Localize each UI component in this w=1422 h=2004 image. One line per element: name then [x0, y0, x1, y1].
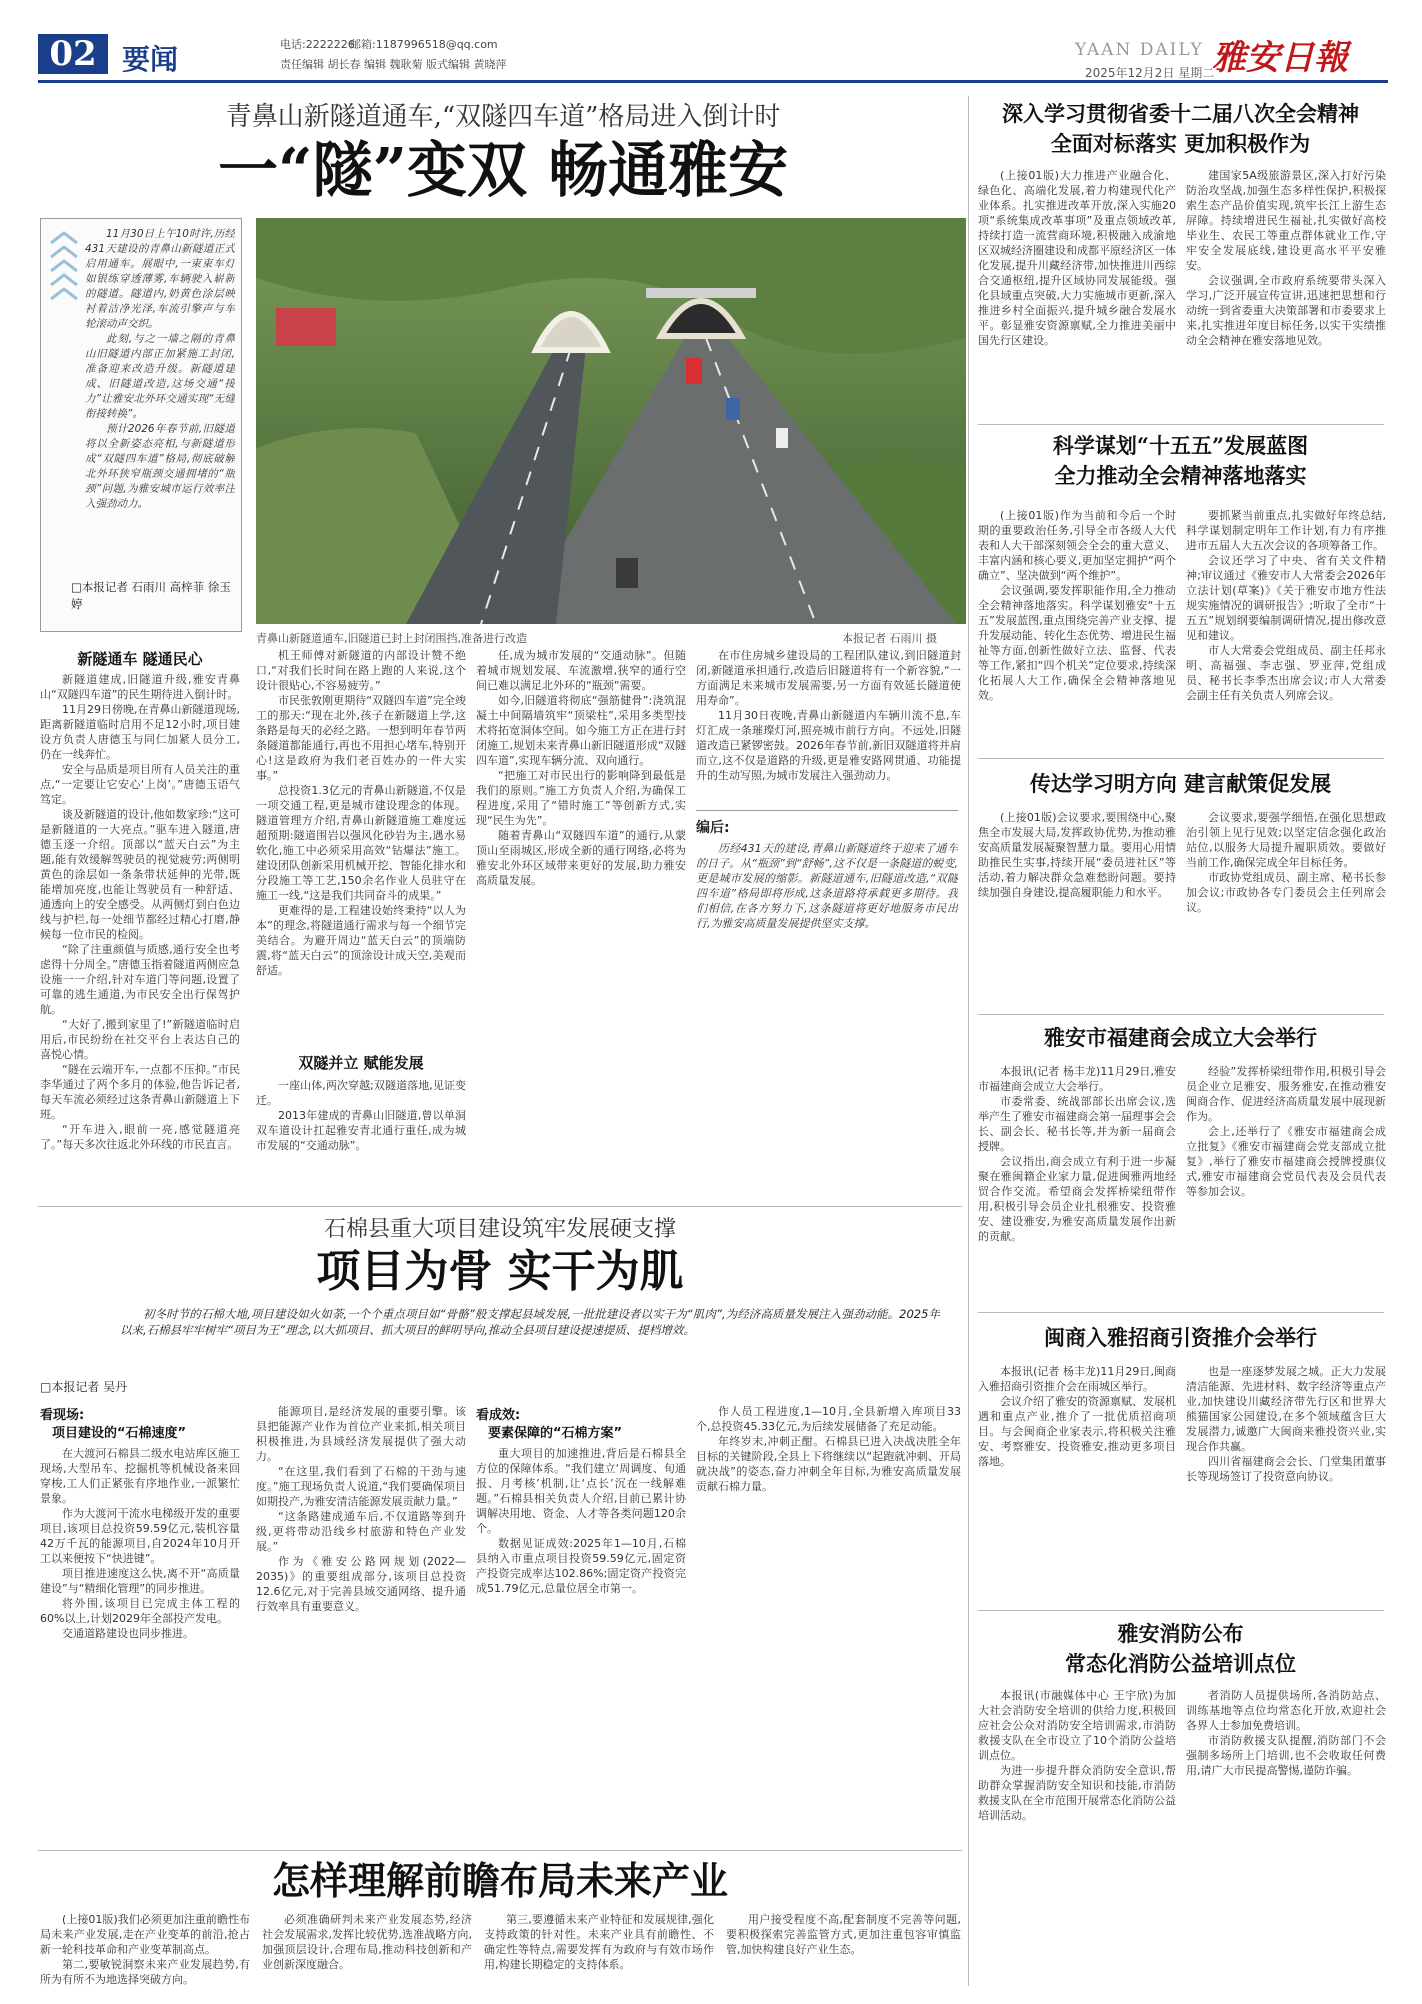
shimian-byline: □本报记者 吴丹: [40, 1380, 128, 1394]
paragraph: 本报讯(记者 杨丰龙)11月29日,闽商入雅招商引资推介会在雨城区举行。: [978, 1365, 1176, 1393]
editor-note-box: [696, 810, 958, 1007]
fujian-col-2: [1186, 1064, 1386, 1304]
paragraph: 能源项目,是经济发展的重要引擎。该县把能源产业作为首位产业来抓,相关项目积极推进,为县域经济发展提供了强大动力。: [256, 1405, 466, 1463]
paragraph: 会议指出,商会成立有利于进一步凝聚在雅闽籍企业家力量,促进闽雅两地经贸合作交流。希望商会发挥桥梁纽带作用,积极引导会员企业扎根雅安、投资雅安、建设雅安,为雅安高质量发展作出新的贡献。: [978, 1155, 1176, 1243]
shimian-section2-title: 看成效:: [476, 1408, 521, 1423]
tunnel-lead-paragraph: 11月30日上午10时许,历经431天建设的青鼻山新隧道正式启用通车。展眼中,一束束车灯如银练穿透薄雾,车辆驶入崭新的隧道。隧道内,奶黄色涂层映衬着洁净光泽,车流引擎声与车轮滚动声交织。: [85, 228, 235, 330]
tunnel-photo-illustration: [256, 218, 966, 624]
paragraph: 第二,要敏锐洞察未来产业发展趋势,有所为有所不为地选择突破方向。: [40, 1958, 250, 1986]
paragraph: 安全与品质是项目所有人员关注的重点,“一定要让它安心‘上岗’。”唐德玉语气笃定。: [40, 763, 240, 806]
advice-headline: 传达学习明方向 建言献策促发展: [1029, 771, 1332, 796]
tunnel-lead-box: [40, 218, 242, 632]
fire-col-2: [1186, 1688, 1386, 1988]
plenum-col-2: [1186, 168, 1386, 418]
shimian-headline: 项目为骨 实干为肌: [316, 1246, 684, 1297]
paragraph: 总投资1.3亿元的青鼻山新隧道,不仅是一项交通工程,更是城市建设理念的体现。隧道管理方介绍,青鼻山新隧道施工难度远超预期:隧道围岩以强风化砂岩为主,遇水易软化,施工中必须采用高效“钻爆法”施工。建设团队创新采用机械开挖、智能化排水和分段施工等工艺,150余名作业人员驻守在施工一线,“这是我们共同奋斗的成果。”: [256, 784, 466, 902]
paragraph: 市委常委、统战部部长出席会议,选举产生了雅安市福建商会第一届理事会会长、副会长、秘书长等,并为新一届商会授牌。: [978, 1095, 1176, 1153]
paragraph: 机王师傅对新隧道的内部设计赞不绝口,“对我们长时间在路上跑的人来说,这个设计很贴心,不容易疲劳。”: [256, 649, 466, 692]
plenum-headline-1: 深入学习贯彻省委十二届八次全会精神: [1002, 101, 1359, 126]
editor-note-text: 历经431天的建设,青鼻山新隧道终于迎来了通车的日子。从“瓶颈”到“舒畅”,这不仅是一条隧道的蜕变,更是城市发展的缩影。新隧道通车,旧隧道改造,“双隧四车道”格局即将形成,这条道路将承载更多期待。我们相信,在各方努力下,这条隧道将更好地服务市民出行,为雅安高质量发展提供坚实支撑。: [696, 842, 958, 930]
contact-phone: 电话:2222226: [280, 38, 355, 51]
shimian-col-2: [256, 1404, 466, 1842]
tunnel-byline: □本报记者 石雨川 高梓菲 徐玉婷: [71, 580, 231, 611]
paragraph: (上接01版)会议要求,要围绕中心,聚焦全市发展大局,发挥政协优势,为推动雅安高质量发展凝聚智慧力量。要用心用情助推民生实事,持续开展“委员进社区”等活动,着力解决群众急难愁盼问题。要持续加强自身建设,提高履职能力和水平。: [978, 811, 1176, 899]
section-rule: [38, 1850, 962, 1851]
paragraph: 重大项目的加速推进,背后是石棉县全方位的保障体系。“我们建立‘周调度、旬通报、月考核’机制,让‘点长’沉在一线解难题。”石棉县相关负责人介绍,目前已累计协调解决用地、资金、人才等各类问题120余个。: [476, 1447, 686, 1535]
paragraph: 在市住房城乡建设局的工程团队建议,到旧隧道封闭,新隧道承担通行,改造后旧隧道将有一个新容貌,“一方面满足未来城市发展需要,另一方面有效延长隧道使用寿命”。: [696, 649, 961, 707]
paper-name-en: YAAN DAILY: [1075, 40, 1204, 60]
paragraph: 如今,旧隧道将彻底“强筋健骨”:浇筑混凝土中间隔墙筑牢“顶梁柱”,采用多类型技术将拓宽洞体空间。如今施工方正在进行封闭施工,规划未来青鼻山新旧隧道形成“双隧四车道”,实现车辆分流、双向通行。: [476, 694, 686, 767]
tunnel-col-4: [696, 648, 961, 804]
future-headline: 怎样理解前瞻布局未来产业: [271, 1858, 728, 1903]
paragraph: 11月30日夜晚,青鼻山新隧道内车辆川流不息,车灯汇成一条璀璨灯河,照亮城市前行方向。不远处,旧隧道改造已紧锣密鼓。2026年春节前,新旧双隧道将并肩而立,这不仅是道路的升级,更是雅安路网贯通、功能提升的生动写照,为城市发展注入强劲动力。: [696, 709, 961, 782]
plan-col-2: [1186, 508, 1386, 750]
future-col-3: [484, 1912, 714, 1996]
tunnel-lead-text: [85, 227, 235, 567]
paragraph: “开车进入,眼前一亮,感觉隧道亮了。”每天多次往返北外环线的市民直言。: [40, 1123, 240, 1151]
tunnel-section1-title: 新隧通车 隧通民心: [77, 650, 203, 668]
fire-col-1: [978, 1688, 1176, 1988]
paragraph: “在这里,我们看到了石棉的干劲与速度。”施工现场负责人说道,“我们要确保项目如期投产,为雅安清洁能源发展贡献力量。”: [256, 1465, 466, 1508]
paragraph: 必须准确研判未来产业发展态势,经济社会发展需求,发挥比较优势,选准战略方向,加强顶层设计,合理布局,推动科技创新和产业创新深度融合。: [262, 1913, 472, 1971]
future-col-4: [726, 1912, 961, 1996]
plan-col-1: [978, 508, 1176, 750]
paragraph: 建国家5A级旅游景区,深入打好污染防治攻坚战,加强生态多样性保护,积极探索生态产品价值实现,筑牢长江上游生态屏障。持续增进民生福祉,扎实做好高校毕业生、农民工等重点群体就业工作,守牢安全发展底线,建设更高水平平安雅安。: [1186, 169, 1386, 272]
header-rule: [38, 80, 1388, 83]
section-rule: [978, 758, 1384, 759]
paragraph: 也是一座逐梦发展之城。正大力发展清洁能源、先进材料、数字经济等重点产业,加快建设川藏经济带先行区和世界大熊猫国家公园建设,在多个领域蕴含巨大发展潜力,诚邀广大闽商来雅投资兴业,实现合作共赢。: [1186, 1365, 1386, 1453]
paragraph: (上接01版)大力推进产业融合化、绿色化、高端化发展,着力构建现代化产业体系。扎实推进改革开放,深入实施20项“系统集成改革事项”及重点领域改革,持续打造一流营商环境,积极融入成渝地区双城经济圈建设和成都平原经济区一体化发展,提升川藏经济带,加快推进川西综合交通枢纽,提升区域协同发展能级。强化县域重点突破,大力实施城市更新,深入推进乡村全面振兴,提升城乡融合发展水平。彰显雅安资源禀赋,全力推进美丽中国先行区建设。: [978, 169, 1176, 347]
fujian-headline: 雅安市福建商会成立大会举行: [1044, 1025, 1317, 1050]
paragraph: 会议强调,全市政府系统要带头深入学习,广泛开展宣传宣讲,迅速把思想和行动统一到省委重大决策部署和市委要求上来,扎实推进年度目标任务,以实干实绩推动全会精神在雅安落地见效。: [1186, 274, 1386, 347]
paragraph: 市人大常委会党组成员、副主任邦永明、高福强、李志强、罗亚萍,党组成员、秘书长李季杰出席会议;市人大常委会副主任有关负责人列席会议。: [1186, 644, 1386, 702]
paragraph: “除了注重颜值与质感,通行安全也考虑得十分周全。”唐德玉指着隧道两侧应急设施一一介绍,针对车道门等问题,设置了可靠的逃生通道,为市民安全出行保驾护航。: [40, 943, 240, 1016]
contact-email: 邮箱:1187996518@qq.com: [350, 38, 498, 51]
paragraph: 随着青鼻山“双隧四车道”的通行,从蒙顶山至雨城区,形成全新的通行网络,必将为雅安北外环区域带来更好的发展,助力雅安高质量发展。: [476, 829, 686, 887]
tunnel-photo: [256, 218, 966, 624]
paragraph: 将外围,该项目已完成主体工程的60%以上,计划2029年全部投产发电。: [40, 1597, 240, 1625]
paragraph: 市政协党组成员、副主席、秘书长参加会议;市政协各专门委员会主任列席会议。: [1186, 871, 1386, 914]
shimian-col-1: [40, 1446, 240, 1842]
tunnel-col-2: [256, 648, 466, 1046]
paragraph: 11月29日傍晚,在青鼻山新隧道现场,距离新隧道临时启用不足12小时,项目建设方负责人唐德玉与同仁加紧人员分工,仍在一线奔忙。: [40, 703, 240, 761]
shimian-section1-title: 看现场:: [40, 1408, 85, 1423]
paragraph: 2013年建成的青鼻山旧隧道,曾以单洞双车道设计扛起雅安青北通行重任,成为城市发展的“交通动脉”。: [256, 1109, 466, 1152]
page-number-badge: [38, 34, 108, 74]
paragraph: (上接01版)作为当前和今后一个时期的重要政治任务,引导全市各级人大代表和人大干部深刻领会全会的重大意义、丰富内涵和核心要义,更加坚定拥护“两个确立”、坚决做到“两个维护”。: [978, 509, 1176, 582]
paragraph: “这条路建成通车后,不仅道路等到升级,更将带动沿线乡村旅游和特色产业发展。”: [256, 1510, 466, 1553]
section-rule: [978, 1014, 1384, 1015]
paragraph: 用户接受程度不高,配套制度不完善等问题,要积极探索完善监管方式,更加注重包容审慎监管,加快构建良好产业生态。: [726, 1913, 961, 1956]
issue-date: 2025年12月2日 星期二: [1085, 66, 1215, 80]
tunnel-col-2b: [256, 1078, 466, 1200]
section-rule: [978, 424, 1384, 425]
tunnel-col-3: [476, 648, 686, 1200]
paragraph: 新隧道建成,旧隧道升级,雅安青鼻山“双隧四车道”的民生期待进入倒计时。: [40, 673, 240, 701]
paragraph: 者消防人员提供场所,各消防站点、训练基地等点位均常态化开放,欢迎社会各界人士参加免费培训。: [1186, 1689, 1386, 1732]
paragraph: 在大渡河石棉县二级水电站库区施工现场,大型吊车、挖掘机等机械设备来回穿梭,工人们正紧张有序地作业,一派繁忙景象。: [40, 1447, 240, 1505]
paragraph: 为进一步提升群众消防安全意识,帮助群众掌握消防安全知识和技能,市消防救援支队在全市范围开展常态化消防公益培训活动。: [978, 1764, 1176, 1822]
paragraph: 市民张敦刚更期待“双隧四车道”完全竣工的那天:“现在北外,孩子在新隧道上学,这条路是每天的必经之路。一想到明年春节两条隧道都能通行,再也不用担心堵车,特别开心!这是政府为我们老百姓办的一件大实事。”: [256, 694, 466, 782]
paragraph: 第三,要遵循未来产业特征和发展规律,强化支持政策的针对性。未来产业具有前瞻性、不确定性等特点,需要发挥有为政府与有效市场作用,构建长期稳定的支持体系。: [484, 1913, 714, 1971]
paragraph: 会上,还举行了《雅安市福建商会成立批复》《雅安市福建商会党支部成立批复》,举行了雅安市福建商会授牌授旗仪式,雅安市福建商会党员代表及会员代表等参加会议。: [1186, 1125, 1386, 1198]
section-rule: [38, 1206, 962, 1207]
tunnel-lead-paragraph: 此刻,与之一墙之隔的青鼻山旧隧道内部正加紧施工封闭,准备迎来改造升级。新隧道建成、旧隧道改造,这场交通“接力”让雅安北外环交通实现“无缝衔接转换”。: [85, 333, 235, 420]
shimian-section2-sub: 要素保障的“石棉方案”: [488, 1426, 623, 1441]
fire-headline-2: 常态化消防公益培训点位: [1065, 1651, 1296, 1676]
tunnel-kicker: 青鼻山新隧道通车,“双隧四车道”格局进入倒计时: [225, 102, 781, 132]
paragraph: 更难得的是,工程建设始终秉持“以人为本”的理念,将隧道通行需求与每一个细节完美结合。为避开周边“蓝天白云”的顶端防震,将“蓝天白云”的顶涂设计成天空,美观而舒适。: [256, 904, 466, 977]
tunnel-section2-title: 双隧并立 赋能发展: [298, 1054, 424, 1072]
paragraph: 四川省福建商会会长、门堂集团董事长等现场签订了投资意向协议。: [1186, 1455, 1386, 1483]
plan-headline-1: 科学谋划“十五五”发展蓝图: [1052, 433, 1309, 458]
paragraph: 市消防救援支队提醒,消防部门不会强制多场所上门培训,也不会收取任何费用,请广大市民提高警惕,谨防诈骗。: [1186, 1734, 1386, 1777]
paragraph: 作为《雅安公路网规划(2022—2035)》的重要组成部分,该项目总投资12.6亿元,对于完善县域交通网络、提升通行效率具有重要意义。: [256, 1555, 466, 1613]
paragraph: 项目推进速度这么快,离不开“高质量建设”与“精细化管理”的同步推进。: [40, 1567, 240, 1595]
page-number: 02: [49, 34, 97, 74]
chevron-decoration-icon: [47, 229, 81, 323]
shimian-lead: 初冬时节的石棉大地,项目建设如火如荼,一个个重点项目如“骨骼”般支撑起县域发展,一批批建设者以实干为“肌肉”,为经济高质量发展注入强劲动能。2025年以来,石棉县牢牢树牢“项目为王”理念,以大抓项目、抓大项目的鲜明导向,推动全县项目建设提速提质、提档增效。: [120, 1307, 940, 1337]
shimian-kicker: 石棉县重大项目建设筑牢发展硬支撑: [323, 1217, 676, 1242]
column-divider: [968, 96, 969, 1986]
paragraph: 数据见证成效:2025年1—10月,石棉县纳入市重点项目投资59.59亿元,固定资产投资完成率达102.86%;固定资产投资完成51.79亿元,总量位居全市第一。: [476, 1537, 686, 1595]
minshang-col-2: [1186, 1364, 1386, 1602]
editor-note-label: 编后:: [696, 820, 730, 836]
minshang-col-1: [978, 1364, 1176, 1602]
shimian-section1-sub: 项目建设的“石棉速度”: [52, 1426, 187, 1441]
tunnel-photo-credit: 本报记者 石雨川 摄: [842, 632, 937, 645]
paragraph: (上接01版)我们必须更加注重前瞻性布局未来产业发展,走在产业变革的前沿,抢占新一轮科技革命和产业变革制高点。: [40, 1913, 250, 1956]
plenum-headline-2: 全面对标落实 更加积极作为: [1050, 131, 1311, 156]
paragraph: 会议强调,要发挥职能作用,全力推动全会精神落地落实。科学谋划雅安“十五五”发展蓝图,重点围绕完善产业支撑、提升发展动能、转化生态优势、增进民生福祉等方面,创新性做好立法、监督、代表等工作,紧扣“四个机关”定位要求,持续深化拓展人大工作,确保全会精神落地见效。: [978, 584, 1176, 702]
section-rule: [978, 1312, 1384, 1313]
paragraph: 本报讯(市融媒体中心 王宇欣)为加大社会消防安全培训的供给力度,积极回应社会公众对消防安全培训需求,市消防救援支队在全市设立了10个消防公益培训点位。: [978, 1689, 1176, 1762]
editors-line: 责任编辑 胡长春 编辑 魏耿菊 版式编辑 黄晓萍: [280, 58, 507, 71]
future-col-1: [40, 1912, 250, 1996]
paragraph: 谈及新隧道的设计,他如数家珍:“这可是新隧道的一大亮点。”驱车进入隧道,唐德玉逐一介绍。顶部以“蓝天白云”为主题,能有效缓解驾驶员的视觉疲劳;两侧明黄色的涂层如一条条带状延伸的光带,既能增加亮度,也能让驾驶员有一种舒适、通透向上的安全感受。从两侧灯到白色边线与护栏,每一处细节都经过精心打磨,静候每一位市民的检阅。: [40, 808, 240, 941]
paper-name-cn: 雅安日報: [1212, 38, 1348, 78]
paragraph: 会议介绍了雅安的资源禀赋、发展机遇和重点产业,推介了一批优质招商项目。与会闽商企业家表示,将积极关注雅安、考察雅安、投资雅安,推动更多项目落地。: [978, 1395, 1176, 1468]
paragraph: 作为大渡河干流水电梯级开发的重要项目,该项目总投资59.59亿元,装机容量42万千瓦的能源项目,自2024年10月开工以来便按下“快进键”。: [40, 1507, 240, 1565]
paragraph: “把施工对市民出行的影响降到最低是我们的原则。”施工方负责人介绍,为确保工程进度,采用了“错时施工”等创新方式,实现“民生为先”。: [476, 769, 686, 827]
paragraph: 本报讯(记者 杨丰龙)11月29日,雅安市福建商会成立大会举行。: [978, 1065, 1176, 1093]
plenum-col-1: [978, 168, 1176, 418]
paragraph: 作人员工程进度,1—10月,全县新增入库项目33个,总投资45.33亿元,为后续发展储备了充足动能。: [696, 1405, 961, 1433]
shimian-col-3: [476, 1446, 686, 1842]
paragraph: 一座山体,两次穿越;双隧道落地,见证变迁。: [256, 1079, 466, 1107]
fujian-col-1: [978, 1064, 1176, 1304]
paragraph: 要抓紧当前重点,扎实做好年终总结,科学谋划制定明年工作计划,有力有序推进市五届人大五次会议的各项筹备工作。: [1186, 509, 1386, 552]
tunnel-headline: 一“隧”变双 畅通雅安: [218, 136, 788, 206]
tunnel-col-1: [40, 672, 240, 1200]
fire-headline-1: 雅安消防公布: [1117, 1621, 1244, 1646]
shimian-col-4: [696, 1404, 961, 1842]
paragraph: 经验”发挥桥梁纽带作用,积极引导会员企业立足雅安、服务雅安,在推动雅安闽商合作、促进经济高质量发展中展现新作为。: [1186, 1065, 1386, 1123]
paragraph: “大好了,搬到家里了!”新隧道临时启用后,市民纷纷在社交平台上表达自己的喜悦心情。: [40, 1018, 240, 1061]
advice-col-2: [1186, 810, 1386, 1006]
tunnel-lead-paragraph: 预计2026年春节前,旧隧道将以全新姿态亮相,与新隧道形成“双隧四车道”格局,彻底破解北外环狭窄瓶颈交通拥堵的“瓶颈”问题,为雅安城市运行效率注入强劲动力。: [85, 423, 235, 510]
plan-headline-2: 全力推动全会精神落地落实: [1054, 463, 1307, 488]
paragraph: 交通道路建设也同步推进。: [62, 1627, 194, 1640]
paragraph: “隧在云端开车,一点都不压抑。”市民李华通过了两个多月的体验,他告诉记者,每天车流必须经过这条青鼻山新隧道上下班。: [40, 1063, 240, 1121]
future-col-2: [262, 1912, 472, 1996]
section-name: 要闻: [122, 43, 179, 76]
paragraph: 任,成为城市发展的“交通动脉”。但随着城市规划发展、车流激增,狭窄的通行空间已难以满足北外环的“瓶颈”需要。: [476, 649, 686, 692]
paragraph: 年终岁末,冲刺正酣。石棉县已进入决战决胜全年目标的关键阶段,全县上下将继续以“起跑就冲刺、开局就决战”的姿态,奋力冲刺全年目标,为雅安高质量发展贡献石棉力量。: [696, 1435, 961, 1493]
paragraph: 会议要求,要强学细悟,在强化思想政治引领上见行见效;以坚定信念强化政治站位,以服务大局提升履职质效。要做好当前工作,确保完成全年目标任务。: [1186, 811, 1386, 869]
minshang-headline: 闽商入雅招商引资推介会举行: [1044, 1325, 1317, 1350]
advice-col-1: [978, 810, 1176, 1006]
section-rule: [978, 1610, 1384, 1611]
paragraph: 会议还学习了中央、省有关文件精神;审议通过《雅安市人大常委会2026年立法计划(草案)》《关于雅安市地方性法规实施情况的调研报告》;听取了全市“十五五”规划纲要编制调研情况,提出修改意见和建议。: [1186, 554, 1386, 642]
tunnel-photo-caption: 青鼻山新隧道通车,旧隧道已封上封闭围挡,准备进行改造: [256, 632, 527, 645]
